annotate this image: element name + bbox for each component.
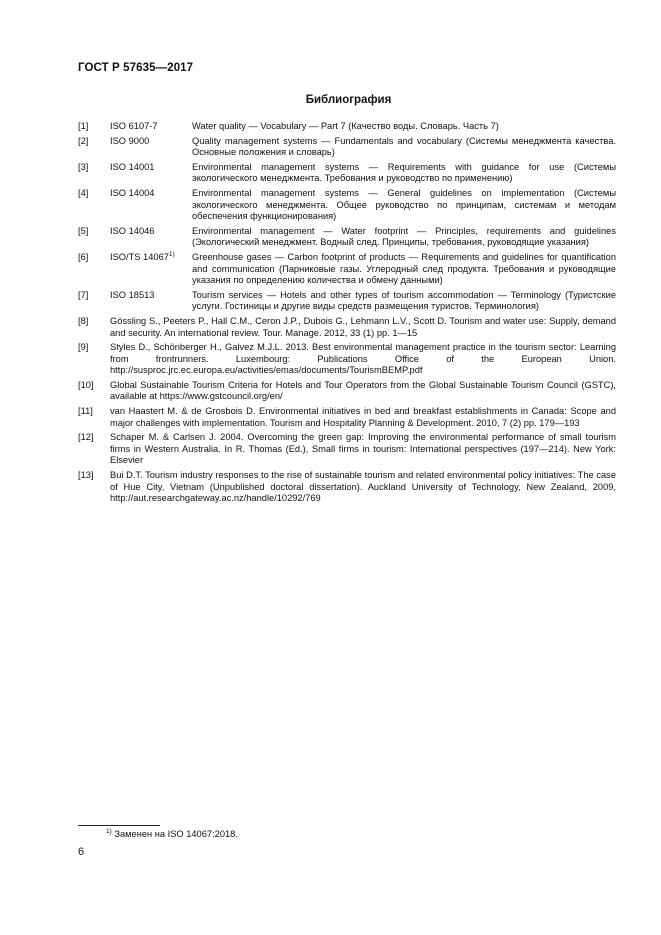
bibliography-list bbox=[78, 121, 616, 508]
entry-standard: ISO 9000 bbox=[110, 135, 150, 146]
entry-standard: ISO 14001 bbox=[110, 161, 155, 172]
entry-number: [10] bbox=[78, 379, 94, 390]
document-code: ГОСТ Р 57635—2017 bbox=[78, 62, 194, 74]
entry-number: [11] bbox=[78, 406, 93, 417]
entry-number: [1] bbox=[78, 121, 89, 131]
entry-number: [7] bbox=[78, 289, 89, 300]
bibliography-entry bbox=[78, 316, 616, 339]
bibliography-entry bbox=[78, 406, 616, 429]
entry-number: [8] bbox=[78, 315, 89, 326]
entry-number: [3] bbox=[78, 161, 89, 172]
entry-text: Gössling S., Peeters P., Hall C.M., Ceron J.P., Dubois G., Lehmann L.V., Scott D. Tourism and water use: Supply, demand and security. An international review. Tour. Manage. 2012, 33 (1) pp. 1—15 bbox=[110, 315, 616, 338]
bibliography-entry bbox=[78, 290, 616, 313]
entry-number: [6] bbox=[78, 251, 89, 262]
footnote-text: Заменен на ISO 14067:2018. bbox=[111, 829, 238, 839]
entry-number: [5] bbox=[78, 225, 89, 236]
bibliography-entry bbox=[78, 252, 616, 287]
page-number: 6 bbox=[78, 846, 85, 858]
entry-number: [9] bbox=[78, 342, 89, 353]
entry-text: Environmental management systems — Requirements with guidance for use (Системы экологического менеджмента. Требования и руководство по применению) bbox=[192, 161, 616, 184]
entry-standard-code: ISO/TS 14067 bbox=[110, 251, 169, 262]
entry-text: Greenhouse gases — Carbon footprint of products — Requirements and guidelines for quantification and communication (Парниковые газы. Углеродный след продукта. Требования и руководящие указания по определению количества и обмену данными) bbox=[192, 251, 616, 286]
entry-number: [12] bbox=[78, 432, 94, 443]
entry-text: van Haastert M. & de Grosbois D. Environmental initiatives in bed and breakfast establishments in Canada: Scope and major challenges with implementation. Tourism and Hospitality Planning & Development. 2010, 7 (2) pp. 179—193 bbox=[110, 406, 616, 428]
footnote bbox=[106, 829, 238, 839]
entry-number: [13] bbox=[78, 470, 94, 481]
entry-standard: ISO 6107-7 bbox=[110, 121, 158, 131]
bibliography-entry bbox=[78, 380, 616, 403]
entry-text: Global Sustainable Tourism Criteria for Hotels and Tour Operators from the Global Sustainable Tourism Council (GSTC), available at https://www.gstcouncil.org/en/ bbox=[110, 379, 616, 402]
entry-number: [4] bbox=[78, 187, 89, 198]
entry-text: Schaper M. & Carlsen J. 2004. Overcoming the green gap: Improving the environmental performance of small tourism firms in Western Australia. In R. Thomas (Ed.), Small firms in tourism: International perspectives (197—214). New York: Elsevier bbox=[110, 432, 616, 466]
entry-standard: ISO 14046 bbox=[110, 225, 155, 236]
entry-standard bbox=[110, 252, 192, 287]
footnote-marker: 1) bbox=[106, 827, 112, 835]
entry-text: Bui D.T. Tourism industry responses to the rise of sustainable tourism and related environmental policy initiatives: The case of Hue City, Vietnam (Unpublished doctoral dissertation). Auckland University of Technology, New Zealand, 2009, http://aut.researchgateway.ac.nz/handle/10292/769 bbox=[110, 470, 616, 504]
entry-standard: ISO 18513 bbox=[110, 289, 155, 300]
entry-text: Quality management systems — Fundamentals and vocabulary (Системы менеджмента качества. Основные положения и словарь) bbox=[192, 135, 616, 158]
entry-text: Styles D., Schönberger H., Galvez M.J.L. 2013. Best environmental management practice in the tourism sector: Learning from frontrunners. Luxembourg: Publications Office of the European Union. http://susproc.jrc.ec.europa.eu/activities/emas/documents/TourismBEMP.pdf bbox=[110, 342, 616, 376]
entry-number: [2] bbox=[78, 135, 89, 146]
footnote-reference: 1) bbox=[168, 250, 175, 258]
bibliography-entry bbox=[78, 226, 616, 249]
entry-text: Tourism services — Hotels and other types of tourism accommodation — Terminology (Туристские услуги. Гостиницы и другие виды средств размещения туристов. Терминология) bbox=[192, 289, 616, 312]
entry-text: Water quality — Vocabulary — Part 7 (Качество воды. Словарь. Часть 7) bbox=[192, 121, 499, 131]
entry-text: Environmental management systems — General guidelines on implementation (Системы экологического менеджмента. Общее руководство по принципам, системам и методам обеспечения функционирования) bbox=[192, 187, 616, 222]
bibliography-entry bbox=[78, 470, 616, 505]
entry-text: Environmental management — Water footprint — Principles, requirements and guidelines (Экологический менеджмент. Водный след. Принципы, требования, руководящие указания) bbox=[192, 225, 616, 248]
bibliography-entry bbox=[78, 121, 616, 133]
bibliography-entry bbox=[78, 342, 616, 377]
bibliography-entry bbox=[78, 432, 616, 467]
footnote-divider bbox=[78, 825, 160, 826]
bibliography-entry bbox=[78, 162, 616, 185]
section-title: Библиография bbox=[305, 94, 392, 106]
entry-standard: ISO 14004 bbox=[110, 187, 155, 198]
bibliography-entry bbox=[78, 136, 616, 159]
bibliography-entry bbox=[78, 188, 616, 223]
